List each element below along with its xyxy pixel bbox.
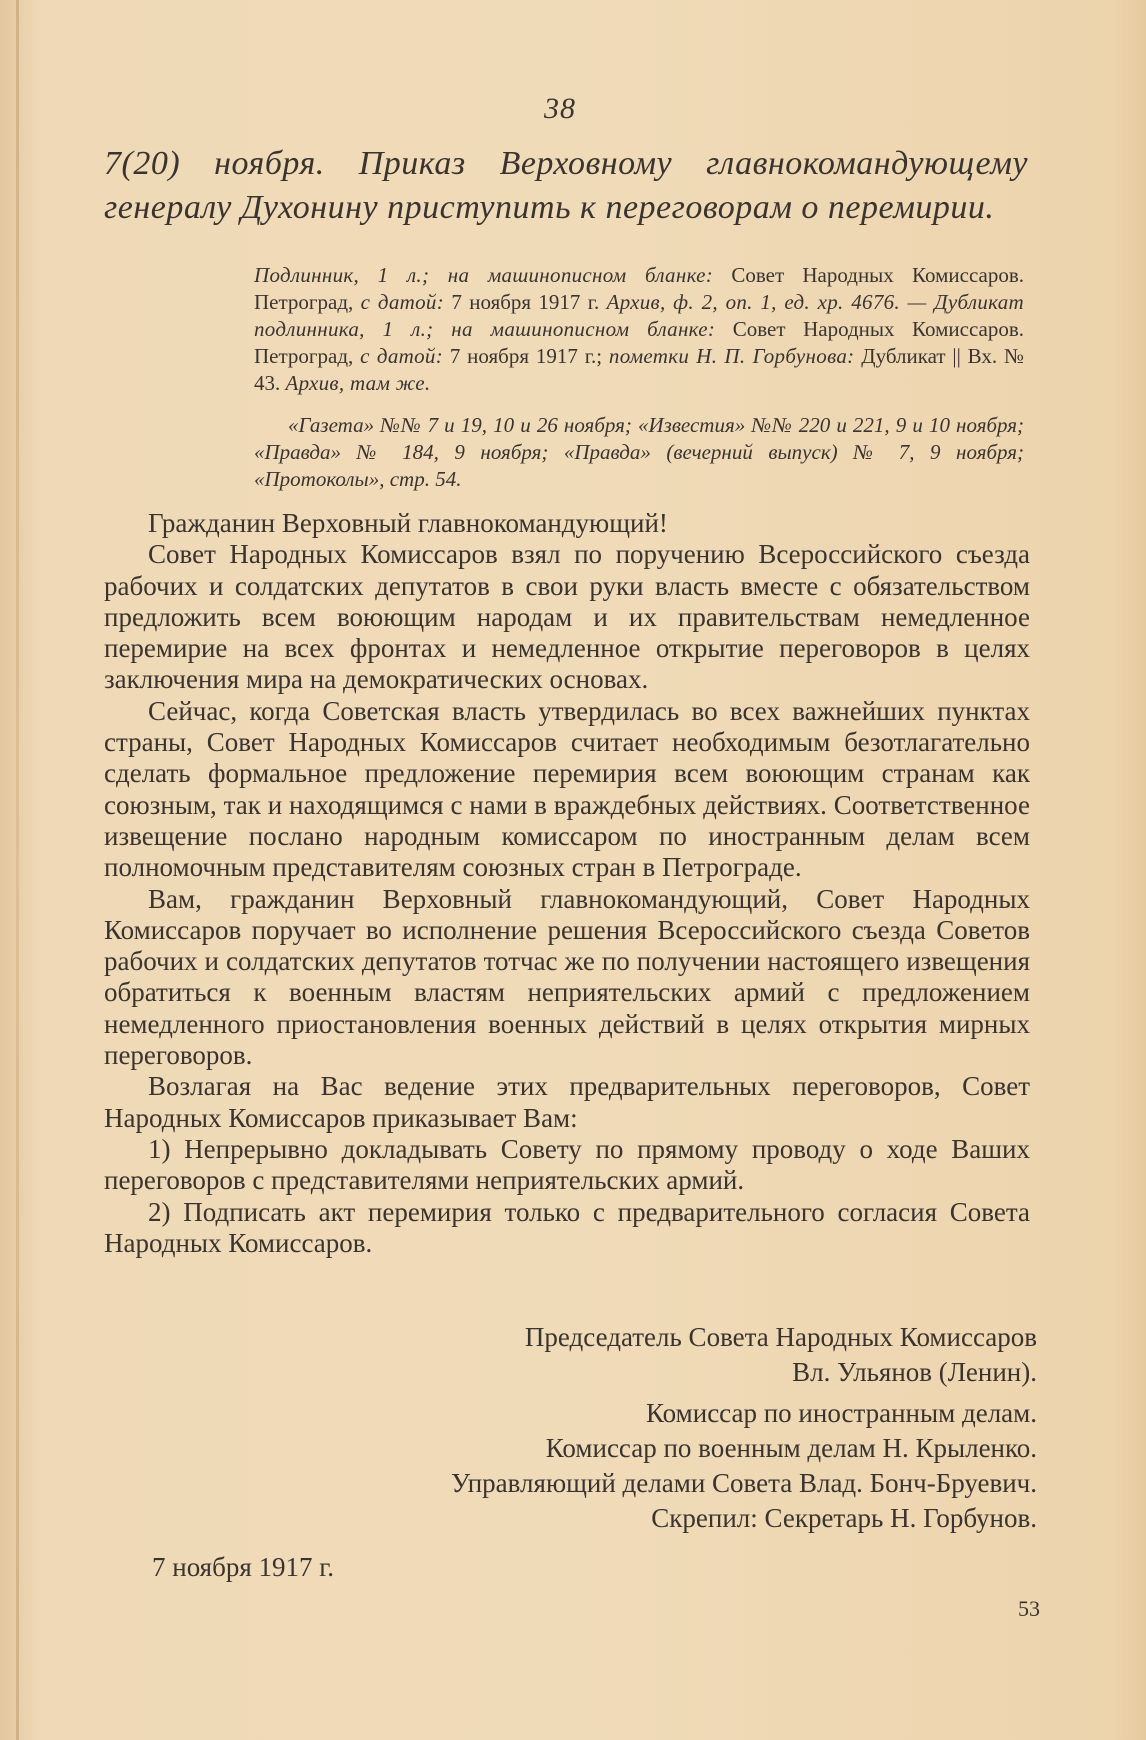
signature-foreign-affairs: Комиссар по иностранным делам. — [646, 1398, 1037, 1428]
source-dup-date-text: 7 ноября 1917 г.; — [449, 344, 603, 368]
page-number: 53 — [1018, 1596, 1040, 1621]
signature-military-affairs: Комиссар по военным делам Н. Крыленко. — [545, 1433, 1037, 1463]
source-duplicate-text: Совет Народных Комиссаров. Петроград, — [254, 317, 1025, 368]
source-date-text: 7 ноября 1917 г. — [451, 290, 600, 314]
document-number: 38 — [544, 92, 576, 125]
source-note — [254, 262, 1024, 397]
source-dup-date-label: с датой: — [360, 344, 443, 368]
order-item-1: 1) Непрерывно докладывать Совету по прямому проводу о ходе Ваших переговоров с представителями неприятельских армий. — [104, 1133, 1030, 1196]
source-marks-label: пометки Н. П. Горбунова: — [608, 344, 855, 368]
body-paragraph-4: Возлагая на Вас ведение этих предварительных переговоров, Совет Народных Комиссаров приказывает Вам: — [104, 1071, 1030, 1133]
signature-secretary: Скрепил: Секретарь Н. Горбунов. — [651, 1503, 1037, 1533]
order-item-2: 2) Подписать акт перемирия только с предварительного согласия Совета Народных Комиссаров. — [104, 1196, 1030, 1258]
source-date-label: с датой: — [360, 290, 445, 314]
source-original-label: Подлинник, 1 л.; на машинописном бланке: — [254, 263, 714, 287]
page-binding-edge — [16, 0, 19, 1740]
signature-chair-title: Председатель Совета Народных Комиссаров — [524, 1322, 1037, 1352]
source-archive-same: Архив, там же. — [285, 371, 431, 395]
body-paragraph-1: Совет Народных Комиссаров взял по поручению Всероссийского съезда рабочих и солдатских депутатов в свои руки власть вместе с обязательством предложить всем воюющим народам и их правительствам немедленное перемирие на всех фронтах и немедленное открытие переговоров в целях заключения мира на демократических основах. — [104, 539, 1030, 695]
signature-chair-name: Вл. Ульянов (Ленин). — [792, 1357, 1037, 1387]
document-date: 7 ноября 1917 г. — [152, 1552, 335, 1582]
signatures-block — [300, 1320, 1037, 1536]
body-paragraph-2: Сейчас, когда Советская власть утвердилась во всех важнейших пунктах страны, Совет Народных Комиссаров считает необходимым безотлагательно сделать формальное предложение перемирия всем воюющим странам как союзным, так и находящимся с нами в враждебных действиях. Соответственное извещение послано народным комиссаром по иностранным делам всем полномочным представителям союзных стран в Петрограде. — [104, 695, 1030, 883]
body-paragraph-3: Вам, гражданин Верховный главнокомандующий, Совет Народных Комиссаров поручает во исполнение решения Всероссийского съезда Советов рабочих и солдатских депутатов тотчас же по получении настоящего извещения обратиться к военным властям неприятельских армий с предложением немедленного приостановления военных действий в целях открытия мирных переговоров. — [104, 883, 1030, 1071]
source-archive-ref: Архив, ф. 2, оп. 1, ед. хр. 4676. — Дубликат подлинника, 1 л.; на машинописном бланке: — [254, 290, 1024, 341]
source-marks-text: Дубликат || Вх. № 43. — [254, 344, 1025, 395]
salutation: Гражданин Верховный главнокомандующий! — [148, 508, 668, 538]
signature-manager: Управляющий делами Совета Влад. Бонч-Бруевич. — [450, 1468, 1037, 1498]
document-body — [104, 508, 1030, 1259]
document-heading: 7(20) ноября. Приказ Верховному главнокомандующему генералу Духонину приступить к переговорам о перемирии. — [104, 145, 1028, 226]
publications-note: «Газета» №№ 7 и 19, 10 и 26 ноября; «Известия» №№ 220 и 221, 9 и 10 ноября; «Правда» № 184, 9 ноября; «Правда» (вечерний выпуск) № 7, 9 ноября; «Протоколы», стр. 54. — [254, 413, 1024, 491]
source-original-text: Совет Народных Комиссаров. Петроград, — [254, 263, 1025, 314]
